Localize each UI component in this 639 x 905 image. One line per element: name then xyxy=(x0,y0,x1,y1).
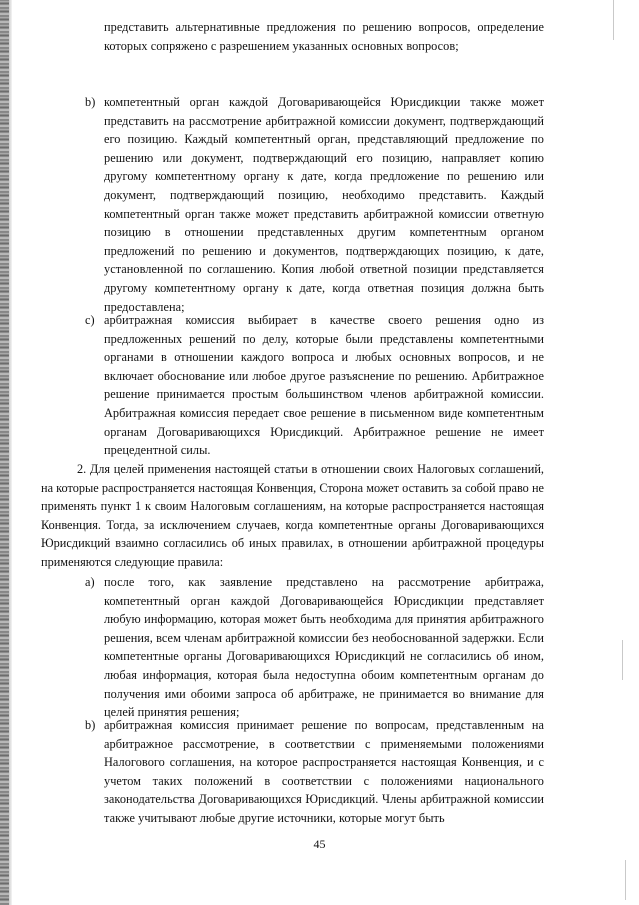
list-item-text: арбитражная комиссия принимает решение по вопросам, представленным на арбитражное рассмотрение, в соответствии с применяемыми положениями Налогового соглашения, на которое распространяется настоящая Конвенция, и с учетом таких положений в соответствии с положениями национального законодательства Договаривающихся Юрисдикций. Члены арбитражной комиссии также учитывают любые другие источники, которые могут быть xyxy=(104,718,544,825)
scan-shadow xyxy=(9,0,12,905)
page-number: 45 xyxy=(313,837,326,851)
list-item-label: c) xyxy=(85,313,95,327)
list-item-a xyxy=(85,573,544,722)
list-item-text: арбитражная комиссия выбирает в качестве своего решения одно из предложенных решений по делу, которые были представлены компетентными органами в отношении каждого вопроса и любых основных вопросов, и не включает обоснование или любое другое разъяснение по решению. Арбитражное решение принимается простым большинством членов арбитражной комиссии. Арбитражная комиссия передает свое решение в письменном виде компетентным органам Договаривающихся Юрисдикций. Арбитражное решение не имеет прецедентной силы. xyxy=(104,313,544,458)
continuation-text xyxy=(104,18,544,55)
list-item-label: a) xyxy=(85,575,95,589)
paragraph-2 xyxy=(41,460,544,572)
list-item-label: b) xyxy=(85,718,96,732)
list-item-c xyxy=(85,311,544,460)
scan-right-mark xyxy=(625,860,626,900)
list-item-label: b) xyxy=(85,95,96,109)
list-item-b-second xyxy=(85,716,544,828)
list-item-text: компетентный орган каждой Договаривающейся Юрисдикции также может представить на рассмотрение арбитражной комиссии документ, подтверждающий его позицию. Каждый компетентный орган, представляющий предложение по решению или документ, подтверждающий его позицию, направляет копию другому компетентному органу к дате, когда предложение по решению или документ, подтверждающий позицию, необходимо представить. Каждый компетентный орган также может представить арбитражной комиссии ответную позицию в отношении представленных другим компетентным органом предложений по решению и документов, подтверждающих позицию, к дате, установленной по соглашению. Копия любой ответной позиции представляется другому компетентному органу к дате, когда ответная позиция должна быть предоставлена; xyxy=(104,95,544,314)
continuation-paragraph: представить альтернативные предложения по решению вопросов, определение которых сопряжено с разрешением указанных основных вопросов; xyxy=(104,20,544,53)
list-item-b xyxy=(85,93,544,316)
scan-right-mark xyxy=(613,0,614,40)
paragraph-2-text: 2. Для целей применения настоящей статьи в отношении своих Налоговых соглашений, на которые распространяется настоящая Конвенция, Сторона может оставить за собой право не применять пункт 1 к своим Налоговым соглашениям, на которые распространяется настоящая Конвенция. Тогда, за исключением случаев, когда компетентные органы Договаривающихся Юрисдикций взаимно согласились об иных правилах, в отношении арбитражной процедуры применяются следующие правила: xyxy=(41,462,544,569)
scan-binding-edge xyxy=(0,0,9,905)
list-item-text: после того, как заявление представлено на рассмотрение арбитража, компетентный орган каждой Договаривающейся Юрисдикции представляет любую информацию, которая может быть необходима для принятия арбитражного решения, всем членам арбитражной комиссии без необоснованной задержки. Если компетентные органы Договаривающихся Юрисдикций не согласились об ином, любая информация, которая была недоступна обоим компетентным органам до получения ими обоими запроса об арбитраже, не принимается во внимание для целей принятия решения; xyxy=(104,575,544,720)
scan-right-mark xyxy=(622,640,623,680)
